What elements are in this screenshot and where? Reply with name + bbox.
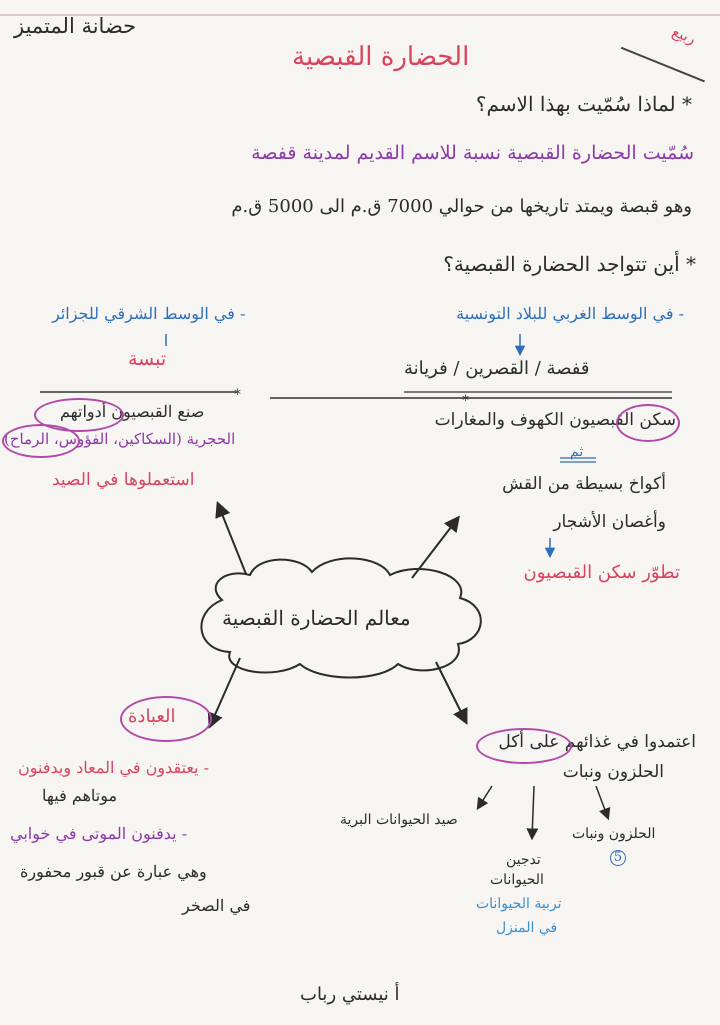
nursery-name: حضانة المتميز [14, 14, 137, 38]
answer-1-line-2: وهو قبصة ويمتد تاريخها من حوالي 7000 ق.م الى 5000 ق.م [231, 196, 692, 217]
right-branch-line-3: وأغصان الأشجار [553, 512, 666, 532]
food-line-1: اعتمدوا في غذائهم على أكل [498, 732, 696, 752]
right-branch-then: ثم [570, 444, 584, 460]
svg-text:*: * [462, 393, 469, 409]
worship-line-1: - يعتقدون في المعاد ويدفنون [18, 758, 210, 777]
worship-line-3: - يدفنون الموتى في خوابي [10, 824, 188, 843]
highlight-oval-food [476, 728, 572, 764]
food-line-2: الحلزون ونبات [562, 762, 664, 782]
region-west-central: - في الوسط الغربي للبلاد التونسية [456, 304, 684, 323]
answer-1-line-1: سُمّيت الحضارة القبصية نسبة للاسم القديم لمدينة قفصة [251, 142, 694, 164]
teacher-signature: أ نيستي رباب [300, 984, 400, 1005]
right-branch-line-2: أكواخ بسيطة من القش [502, 474, 666, 494]
food-item-tame-1: تدجين [506, 852, 541, 868]
center-topic: معالم الحضارة القبصية [222, 606, 411, 630]
question-1: * لماذا سُمّيت بهذا الاسم؟ [475, 92, 692, 116]
left-branch-line-2: الحجرية (السكاكين، الفؤوس، الرماح) [4, 430, 236, 448]
page-title: الحضارة القبصية [292, 42, 470, 72]
left-branch-line-3: استعملوها في الصيد [52, 470, 195, 490]
cities-list: قفصة / القصرين / فريانة [404, 358, 590, 379]
food-item-snail: الحلزون ونبات [572, 826, 656, 842]
city-tebessa: تبسة [128, 348, 167, 370]
food-item-hunt: صيد الحيوانات البرية [340, 812, 458, 828]
food-item-raise-1: تربية الحيوانات [476, 896, 562, 912]
svg-text:*: * [234, 387, 241, 403]
right-branch-line-1: سكن القبصيون الكهوف والمغارات [434, 410, 676, 430]
left-branch-line-1: صنع القبصيون أدواتهم [60, 402, 205, 421]
region-east-central: - في الوسط الشرقي للجزائر [52, 304, 246, 323]
food-item-tame-2: الحيوانات [490, 872, 544, 888]
question-2: * أين تتواجد الحضارة القبصية؟ [443, 252, 696, 276]
highlight-oval-worship [120, 696, 212, 742]
corner-label: ربيع [669, 22, 699, 48]
right-branch-line-4: تطوّر سكن القبصيون [523, 562, 680, 583]
food-item-number: 5 [610, 850, 626, 866]
worship-line-4: وهي عبارة عن قبور محفورة [20, 862, 207, 881]
worship-line-2: موتاهم فيها [42, 786, 118, 805]
food-item-raise-2: في المنزل [496, 920, 558, 936]
worship-line-5: في الصخر [182, 896, 251, 915]
worship-heading: العبادة [128, 706, 176, 727]
